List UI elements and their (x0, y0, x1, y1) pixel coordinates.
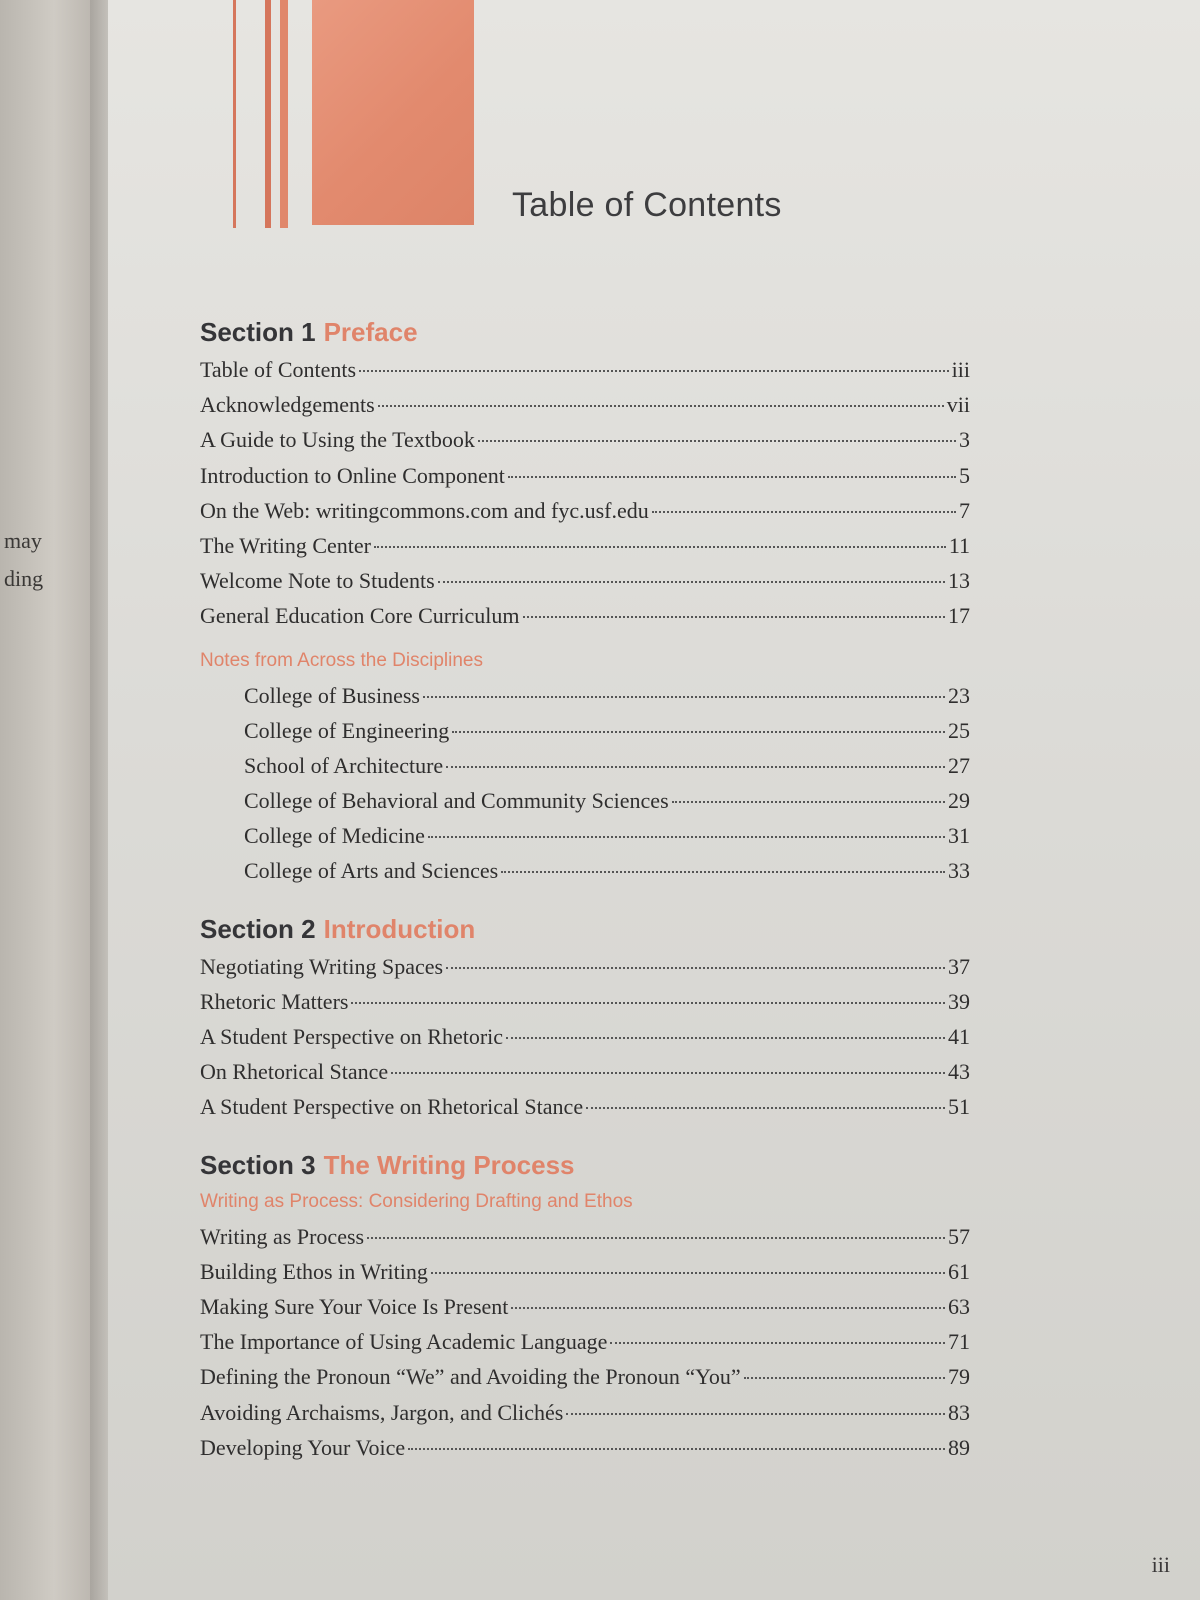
toc-entry (200, 949, 970, 984)
toc-entry-page: 61 (948, 1258, 970, 1284)
toc-entry (200, 1395, 970, 1430)
toc-entry-page: 11 (948, 532, 970, 558)
section-label: Section 1 (200, 317, 316, 347)
toc-entry (200, 528, 970, 563)
toc-entry-page: 5 (959, 462, 970, 488)
toc-entry-title: Building Ethos in Writing (200, 1258, 428, 1284)
toc-entry (200, 1324, 970, 1359)
toc-entry-page: iii (951, 357, 970, 382)
toc-entry-title: General Education Core Curriculum (200, 603, 520, 629)
decorative-block (312, 0, 474, 225)
left-page-edge (0, 0, 90, 1600)
toc-entry (200, 1054, 970, 1089)
toc-entry (200, 1254, 970, 1289)
dot-leader (506, 1037, 945, 1039)
left-page-fragment: ding (4, 566, 44, 591)
dot-leader (652, 511, 956, 513)
toc-entry-title: On Rhetorical Stance (200, 1059, 389, 1085)
toc-entry (200, 853, 970, 888)
toc-entry-title: Developing Your Voice (200, 1434, 406, 1460)
section-label: Section 3 (200, 1149, 316, 1180)
toc-entry (200, 598, 970, 633)
toc-entry-page: 7 (959, 497, 970, 523)
left-page-fragment: may (4, 528, 42, 553)
dot-leader (452, 731, 945, 733)
toc-entry-page: 57 (948, 1223, 970, 1249)
dot-leader (367, 1237, 945, 1239)
toc-entry (200, 1019, 970, 1054)
toc-entry (200, 1219, 970, 1254)
dot-leader (586, 1107, 945, 1109)
dot-leader (408, 1448, 945, 1450)
toc-entry-title: College of Medicine (244, 823, 425, 849)
dot-leader (423, 696, 945, 698)
section-name: Preface (323, 317, 418, 347)
toc-entry-title: Acknowledgements (200, 392, 375, 418)
toc-entry-page: 63 (948, 1293, 970, 1319)
subgroup-heading: Notes from Across the Disciplines (200, 649, 483, 671)
dot-leader (378, 405, 944, 407)
dot-leader (610, 1342, 945, 1344)
toc-entry (200, 1089, 970, 1124)
toc-entry-page: 33 (948, 858, 970, 884)
toc-entry-page: 43 (948, 1059, 970, 1085)
dot-leader (511, 1307, 945, 1309)
toc-entry-title: A Guide to Using the Textbook (200, 427, 475, 453)
section-heading (200, 909, 970, 949)
page-number: iii (1151, 1552, 1170, 1577)
toc-entry-page: 37 (948, 953, 970, 979)
toc-entry (200, 984, 970, 1019)
toc-entry-title: A Student Perspective on Rhetorical Stance (200, 1094, 584, 1120)
book-page (108, 0, 1200, 1600)
toc-entry-title: Negotiating Writing Spaces (200, 953, 444, 979)
toc-entry (200, 493, 970, 528)
section-label: Section 2 (200, 913, 316, 944)
toc-entry (200, 458, 970, 493)
dot-leader (391, 1072, 945, 1074)
section-heading (200, 1145, 970, 1185)
toc-entry-title: Introduction to Online Component (200, 462, 505, 488)
toc-entry (200, 1359, 970, 1394)
toc-entry-title: College of Behavioral and Community Sciences (244, 788, 669, 814)
toc-entry-title: The Importance of Using Academic Language (200, 1329, 608, 1355)
toc-entry-page: 83 (948, 1399, 970, 1425)
toc-entry-title: Table of Contents (200, 357, 357, 382)
toc-entry-page: 79 (948, 1364, 970, 1390)
toc-entry (200, 422, 970, 457)
dot-leader (566, 1413, 945, 1415)
dot-leader (446, 766, 945, 768)
dot-leader (523, 616, 945, 618)
section-name: The Writing Process (323, 1149, 575, 1180)
dot-leader (359, 370, 949, 372)
toc-entry-title: On the Web: writingcommons.com and fyc.usf.edu (200, 497, 649, 523)
toc-entry-title: A Student Perspective on Rhetoric (200, 1024, 504, 1049)
dot-leader (351, 1002, 945, 1004)
dot-leader (501, 871, 945, 873)
decorative-stripe (265, 0, 271, 228)
toc-entry-page: vii (946, 392, 970, 418)
dot-leader (431, 1272, 945, 1274)
toc-entry (200, 783, 970, 818)
toc-entry-title: College of Business (244, 682, 420, 708)
toc-entry-page: 41 (948, 1024, 970, 1049)
toc-entry-title: Avoiding Archaisms, Jargon, and Clichés (200, 1399, 564, 1425)
table-of-contents (200, 312, 970, 1465)
toc-entry-title: The Writing Center (200, 532, 371, 558)
decorative-stripe (233, 0, 236, 228)
dot-leader (374, 546, 946, 548)
toc-entry-title: Welcome Note to Students (200, 568, 435, 594)
toc-entry-page: 71 (948, 1329, 970, 1355)
toc-entry-page: 31 (948, 823, 970, 849)
toc-entry-title: Defining the Pronoun “We” and Avoiding the Pronoun “You” (200, 1364, 741, 1390)
toc-entry-page: 13 (948, 568, 970, 594)
dot-leader (478, 440, 956, 442)
toc-entry-page: 3 (959, 427, 970, 453)
toc-entry-page: 17 (948, 603, 970, 629)
toc-entry (200, 387, 970, 422)
section-heading (200, 312, 970, 352)
toc-entry-page: 27 (948, 752, 970, 778)
toc-entry (200, 352, 970, 387)
toc-entry-page: 23 (948, 682, 970, 708)
dot-leader (508, 476, 956, 478)
toc-entry (200, 748, 970, 783)
toc-entry-title: Writing as Process (200, 1223, 365, 1249)
toc-entry-page: 89 (948, 1434, 970, 1460)
toc-entry (200, 1430, 970, 1465)
toc-entry (200, 713, 970, 748)
toc-entry-page: 29 (948, 788, 970, 814)
toc-entry-title: College of Engineering (244, 717, 450, 743)
subgroup-heading: Writing as Process: Considering Drafting and Ethos (200, 1190, 633, 1212)
toc-entry-page: 39 (948, 988, 970, 1014)
toc-entry (200, 678, 970, 713)
toc-entry-page: 25 (948, 717, 970, 743)
toc-entry-title: School of Architecture (244, 752, 444, 778)
decorative-stripe (280, 0, 288, 228)
toc-entry-title: College of Arts and Sciences (244, 858, 499, 884)
toc-entry (200, 818, 970, 853)
toc-entry-title: Rhetoric Matters (200, 988, 349, 1014)
toc-entry (200, 1289, 970, 1324)
toc-entry-page: 51 (948, 1094, 970, 1120)
dot-leader (446, 967, 945, 969)
dot-leader (672, 801, 945, 803)
toc-entry (200, 563, 970, 598)
dot-leader (428, 836, 945, 838)
dot-leader (744, 1377, 945, 1379)
toc-entry-title: Making Sure Your Voice Is Present (200, 1293, 509, 1319)
section-name: Introduction (323, 913, 476, 944)
page-title: Table of Contents (512, 186, 782, 224)
dot-leader (438, 581, 945, 583)
